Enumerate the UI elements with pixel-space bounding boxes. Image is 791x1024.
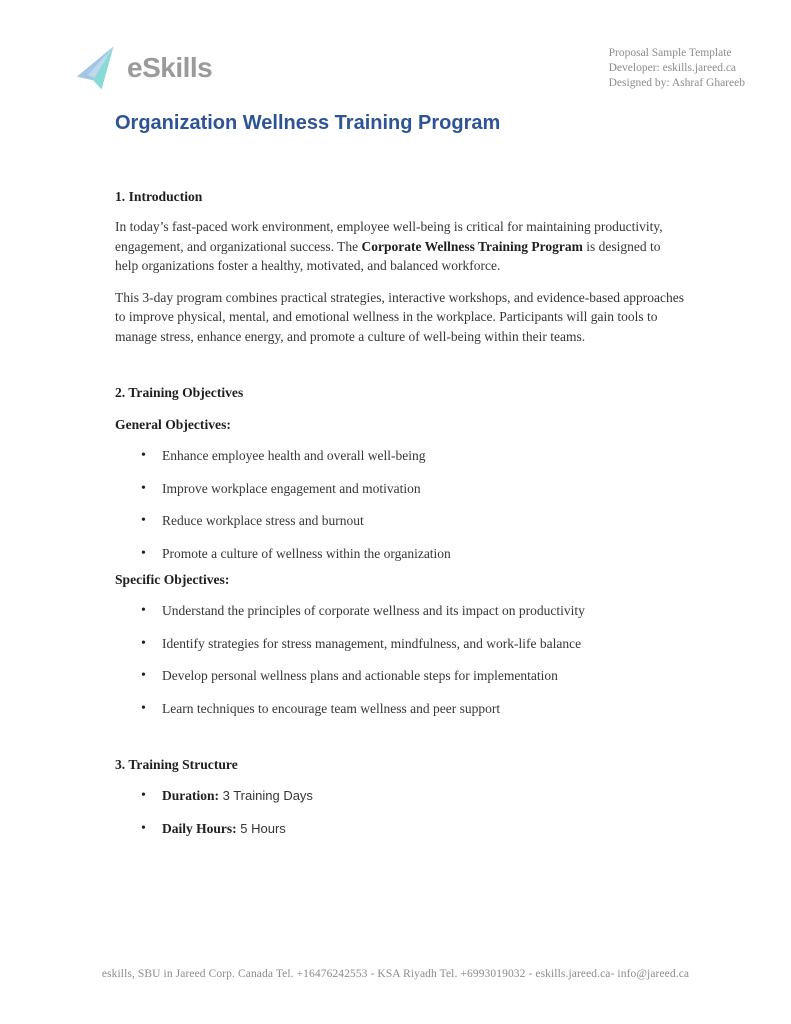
intro-p1-text: In today’s fast-paced work environment, employee well-being is critical for maintaining productivity, engagement, and organizational success. The <box>115 219 663 254</box>
list-item-text: Enhance employee health and overall well-being <box>162 448 426 463</box>
document-content <box>115 188 687 838</box>
list-item-text: Learn techniques to encourage team wellness and peer support <box>162 700 501 716</box>
specific-objectives-list <box>115 601 687 718</box>
list-item-text: Identify strategies for stress management, mindfulness, and work-life balance <box>162 635 582 651</box>
header-meta <box>609 44 745 91</box>
meta-line-developer: Developer: eskills.jareed.ca <box>608 62 737 74</box>
structure-item-value: 3 Training Days <box>219 788 313 803</box>
list-item-text: Understand the principles of corporate wellness and its impact on productivity <box>162 603 585 618</box>
list-item <box>115 446 687 466</box>
general-objectives-list <box>115 446 687 563</box>
list-item <box>115 819 687 839</box>
list-item <box>115 479 687 499</box>
list-item-text: Develop personal wellness plans and actionable steps for implementation <box>162 668 558 683</box>
eskills-logo <box>75 44 212 91</box>
meta-line-designer: Designed by: Ashraf Ghareeb <box>608 77 745 89</box>
list-item <box>115 666 687 686</box>
intro-p1-bold: Corporate Wellness Training Program <box>361 238 583 254</box>
list-item <box>115 786 687 806</box>
paper-plane-icon <box>75 44 119 91</box>
page-footer: eskills, SBU in Jareed Corp. Canada Tel. +16476242553 - KSA Riyadh Tel. +6993019032 - eskills.jareed.ca- info@jareed.ca <box>101 968 690 980</box>
list-item <box>115 601 687 621</box>
list-item-text: Promote a culture of wellness within the organization <box>162 545 451 561</box>
structure-item-label: Duration: <box>162 788 219 803</box>
meta-line-template: Proposal Sample Template <box>608 47 732 59</box>
page-header <box>75 44 745 91</box>
page-title: Organization Wellness Training Program <box>115 112 501 134</box>
intro-paragraph-2: This 3-day program combines practical strategies, interactive workshops, and evidence-based approaches to improve physical, mental, and emotional wellness in the workplace. Participants will gain tools to manage stress, enhance energy, and promote a culture of well-being within their teams. <box>115 289 685 344</box>
general-objectives-label: General Objectives: <box>115 417 231 432</box>
list-item <box>115 634 687 654</box>
list-item-text: Reduce workplace stress and burnout <box>162 513 364 528</box>
section-heading-introduction: 1. Introduction <box>115 189 203 204</box>
structure-item-label: Daily Hours: <box>162 820 237 836</box>
intro-paragraph-1 <box>115 217 687 276</box>
section-heading-objectives: 2. Training Objectives <box>115 385 244 400</box>
list-item <box>115 511 687 531</box>
training-structure-list <box>115 786 687 838</box>
list-item <box>115 544 687 564</box>
section-heading-structure: 3. Training Structure <box>115 757 238 772</box>
list-item-text: Improve workplace engagement and motivation <box>162 480 421 496</box>
logo-text: eSkills <box>127 51 213 83</box>
structure-item-value: 5 Hours <box>236 820 286 836</box>
specific-objectives-label: Specific Objectives: <box>115 572 230 587</box>
list-item <box>115 699 687 719</box>
intro-p1-text-after: is designed to help organizations foster a healthy, motivated, and balanced workforce. <box>115 238 661 273</box>
